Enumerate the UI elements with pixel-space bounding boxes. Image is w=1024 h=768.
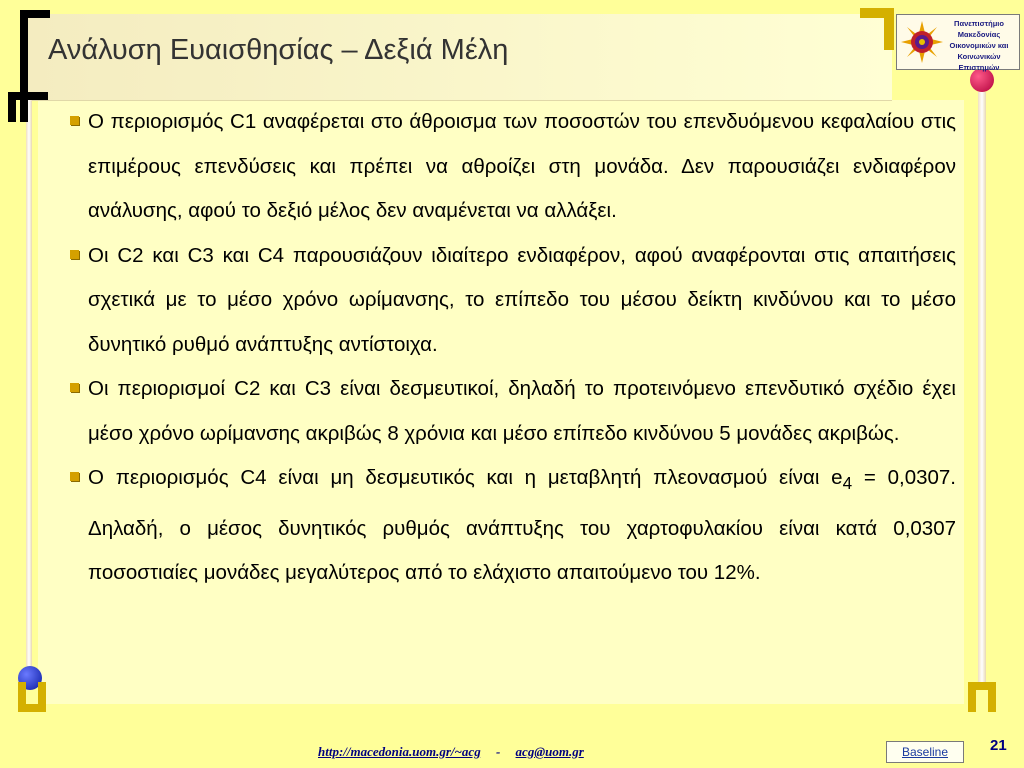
logo-line: Πανεπιστήμιο [954, 19, 1004, 28]
logo-text [939, 18, 1019, 73]
bullet-item [70, 234, 956, 368]
bullet-text: Οι C2 και C3 και C4 παρουσιάζουν ιδιαίτερο ενδιαφέρον, αφού αναφέρονται στις απαιτήσεις σχετικά με το μέσο χρόνο ωρίμανσης, το επίπεδο του μέσου δείκτη κινδύνου και το μέσο δυνητικό ρυθμό ανάπτυξης αντίστοιχα. [88, 243, 956, 356]
bullet-text-after: = 0,0307. Δηλαδή, ο μέσος δυνητικός ρυθμός ανάπτυξης του χαρτοφυλακίου είναι κατά 0,0307 ποσοστιαίες μονάδες μεγαλύτερος από το ελάχιστο απαιτούμενο του 12%. [88, 466, 956, 585]
logo-line: Κοινωνικών Επιστημών [957, 52, 1001, 72]
gold-corner-bottom-left [18, 682, 46, 712]
decorative-pole-right [978, 92, 986, 688]
university-logo [896, 14, 1020, 70]
bullet-item [70, 456, 956, 596]
website-link[interactable]: http://macedonia.uom.gr/~acg [318, 744, 481, 759]
gold-corner-decoration-vertical [884, 8, 894, 50]
bullet-text-before: Ο περιορισμός C4 είναι μη δεσμευτικός και η μεταβλητή πλεονασμού είναι e [88, 466, 843, 489]
bullet-text: Ο περιορισμός C1 αναφέρεται στο άθροισμα των ποσοστών του επενδυόμενου κεφαλαίου στις επιμέρους επενδύσεις και πρέπει να αθροίζει στη μονάδα. Δεν παρουσιάζει ενδιαφέρον ανάλυσης, αφού το δεξιό μέλος δεν αναμένεται να αλλάξει. [88, 110, 956, 222]
square-bullet-icon [70, 383, 79, 392]
email-link[interactable]: acg@uom.gr [515, 744, 584, 759]
bullet-item [70, 100, 956, 234]
logo-line: Μακεδονίας [957, 30, 1001, 39]
logo-line: Οικονομικών και [949, 41, 1009, 50]
footer-links [318, 744, 584, 760]
bracket-decoration-top [20, 10, 50, 18]
bracket-decoration-stub [8, 92, 16, 122]
bullet-text [88, 466, 956, 584]
sun-emblem-icon [901, 21, 943, 63]
bullet-item [70, 367, 956, 456]
square-bullet-icon [70, 472, 79, 481]
gold-corner-bottom-right [968, 682, 996, 712]
decorative-pole-left [26, 100, 32, 666]
bullet-text: Οι περιορισμοί C2 και C3 είναι δεσμευτικοί, δηλαδή το προτεινόμενο επενδυτικό σχέδιο έχει μέσο χρόνο ωρίμανσης ακριβώς 8 χρόνια και μέσο επίπεδο κινδύνου 5 μονάδες ακριβώς. [88, 377, 956, 445]
footer-separator: - [495, 744, 501, 759]
square-bullet-icon [70, 250, 79, 259]
subscript: 4 [842, 474, 853, 494]
page-number: 21 [990, 737, 1007, 754]
slide-title: Ανάλυση Ευαισθησίας – Δεξιά Μέλη [48, 34, 509, 66]
square-bullet-icon [70, 116, 79, 125]
baseline-button[interactable]: Baseline [886, 741, 964, 763]
bracket-decoration [20, 10, 28, 122]
bullet-list [70, 100, 956, 596]
